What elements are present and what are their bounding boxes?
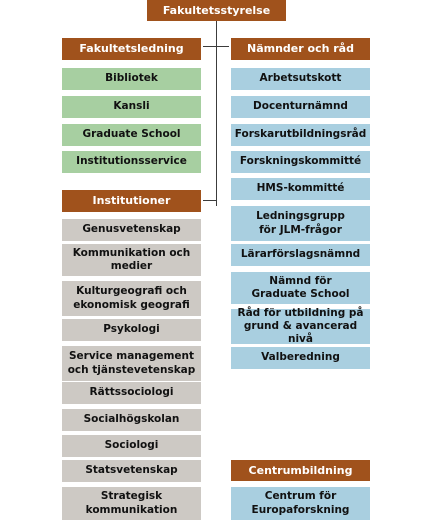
leadership-item: Kansli	[62, 96, 201, 118]
leadership-item: Institutionsservice	[62, 151, 201, 173]
committee-item: Nämnd för Graduate School	[231, 272, 370, 304]
committee-item: Forskningskommitté	[231, 151, 370, 173]
department-item: Rättssociologi	[62, 382, 201, 404]
committee-item: Lärarförslagsnämnd	[231, 244, 370, 266]
department-item: Service management och tjänstevetenskap	[62, 346, 201, 381]
committee-item: Råd för utbildning på grund & avancerad nivå	[231, 309, 370, 344]
leadership-item: Graduate School	[62, 124, 201, 146]
committee-item: Docenturnämnd	[231, 96, 370, 118]
leadership-header: Fakultetsledning	[62, 38, 201, 60]
department-item: Psykologi	[62, 319, 201, 341]
committees-header: Nämnder och råd	[231, 38, 370, 60]
committee-item: Arbetsutskott	[231, 68, 370, 90]
committee-item: Ledningsgrupp för JLM-frågor	[231, 206, 370, 241]
connector-line	[203, 46, 229, 47]
department-item: Genusvetenskap	[62, 219, 201, 241]
committee-item: Valberedning	[231, 347, 370, 369]
department-item: Statsvetenskap	[62, 460, 201, 482]
center-item: Centrum för Europaforskning	[231, 487, 370, 520]
committee-item: HMS-kommitté	[231, 178, 370, 200]
connector-line	[216, 21, 217, 206]
department-item: Socialhögskolan	[62, 409, 201, 431]
board-box: Fakultetsstyrelse	[147, 0, 286, 21]
department-item: Strategisk kommunikation	[62, 487, 201, 520]
department-item: Kommunikation och medier	[62, 244, 201, 276]
connector-line	[203, 200, 217, 201]
committee-item: Forskarutbildningsråd	[231, 124, 370, 146]
centers-header: Centrumbildning	[231, 460, 370, 481]
departments-header: Institutioner	[62, 190, 201, 212]
department-item: Sociologi	[62, 435, 201, 457]
leadership-item: Bibliotek	[62, 68, 201, 90]
department-item: Kulturgeografi och ekonomisk geografi	[62, 281, 201, 316]
